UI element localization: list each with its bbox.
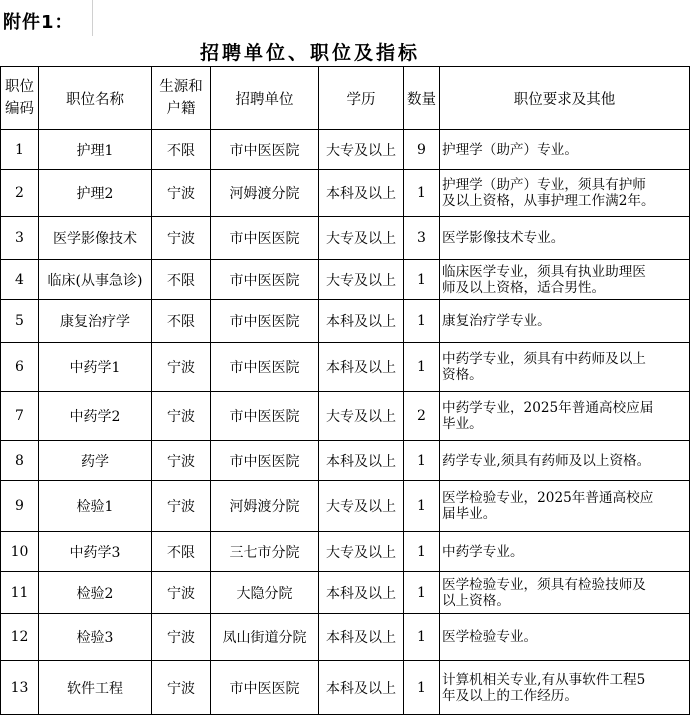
cell-education: 本科及以上 (319, 170, 404, 217)
cell-education: 大专及以上 (319, 392, 404, 441)
cell-origin: 宁波 (152, 661, 211, 715)
cell-count: 1 (404, 260, 440, 300)
cell-unit: 凤山街道分院 (211, 614, 319, 661)
requirement-line: 资格。 (442, 367, 483, 383)
header-education: 学历 (319, 67, 404, 130)
cell-count: 1 (404, 170, 440, 217)
table-header-row (1, 67, 690, 130)
cell-code: 3 (1, 217, 39, 260)
cell-requirements (440, 130, 690, 170)
cell-education: 本科及以上 (319, 661, 404, 715)
cell-unit: 河姆渡分院 (211, 481, 319, 532)
cell-code: 10 (1, 532, 39, 572)
requirement-line: 康复治疗学专业。 (442, 313, 551, 329)
cell-code: 5 (1, 300, 39, 343)
cell-name: 药学 (39, 441, 152, 481)
cell-origin: 宁波 (152, 481, 211, 532)
cell-code: 7 (1, 392, 39, 441)
header-code-line-2: 编码 (5, 101, 34, 117)
cell-name: 软件工程 (39, 661, 152, 715)
sheet-gridline (92, 0, 93, 36)
cell-code: 11 (1, 572, 39, 614)
header-origin-line-2: 户籍 (166, 101, 196, 117)
cell-unit: 市中医医院 (211, 130, 319, 170)
table-row (1, 343, 690, 392)
cell-education: 大专及以上 (319, 130, 404, 170)
cell-education: 大专及以上 (319, 260, 404, 300)
requirement-line: 护理学（助产）专业。 (442, 141, 578, 158)
header-name: 职位名称 (39, 67, 152, 130)
cell-code: 1 (1, 130, 39, 170)
cell-unit: 大隐分院 (211, 572, 319, 614)
cell-education: 本科及以上 (319, 441, 404, 481)
cell-code: 8 (1, 441, 39, 481)
cell-education: 本科及以上 (319, 614, 404, 661)
cell-requirements (440, 392, 690, 441)
cell-name: 检验1 (39, 481, 152, 532)
cell-requirements (440, 260, 690, 300)
cell-requirements (440, 300, 690, 343)
requirement-line: 届毕业。 (442, 506, 497, 522)
cell-education: 本科及以上 (319, 343, 404, 392)
table-row (1, 170, 690, 217)
cell-name: 检验2 (39, 572, 152, 614)
table-row (1, 441, 690, 481)
requirement-line: 临床医学专业，须具有执业助理医 (442, 263, 646, 280)
header-origin (152, 67, 211, 130)
cell-name: 康复治疗学 (39, 300, 152, 343)
cell-code: 4 (1, 260, 39, 300)
cell-unit: 市中医医院 (211, 441, 319, 481)
cell-code: 6 (1, 343, 39, 392)
cell-count: 3 (404, 217, 440, 260)
cell-education: 大专及以上 (319, 481, 404, 532)
cell-requirements (440, 343, 690, 392)
cell-requirements (440, 572, 690, 614)
requirement-line: 中药学专业，须具有中药师及以上 (442, 351, 646, 367)
cell-count: 1 (404, 572, 440, 614)
cell-education: 大专及以上 (319, 217, 404, 260)
page-title: 招聘单位、职位及指标 (199, 42, 420, 64)
cell-requirements (440, 481, 690, 532)
cell-name: 护理2 (39, 170, 152, 217)
cell-origin: 不限 (152, 532, 211, 572)
requirement-line: 年及以上的工作经历。 (442, 687, 578, 704)
requirement-line: 药学专业,须具有药师及以上资格。 (442, 452, 651, 469)
cell-count: 2 (404, 392, 440, 441)
header-requirements: 职位要求及其他 (440, 67, 690, 130)
requirement-line: 医学检验专业，2025年普通高校应 (442, 490, 654, 506)
table-row (1, 614, 690, 661)
cell-code: 12 (1, 614, 39, 661)
cell-origin: 宁波 (152, 614, 211, 661)
requirement-line: 计算机相关专业,有从事软件工程5 (442, 671, 646, 688)
requirement-line: 师及以上资格，适合男性。 (442, 279, 606, 296)
cell-count: 1 (404, 661, 440, 715)
table-row (1, 130, 690, 170)
cell-code: 13 (1, 661, 39, 715)
cell-origin: 宁波 (152, 170, 211, 217)
table-row (1, 532, 690, 572)
cell-count: 9 (404, 130, 440, 170)
cell-origin: 不限 (152, 260, 211, 300)
cell-unit: 市中医医院 (211, 392, 319, 441)
cell-unit: 市中医医院 (211, 661, 319, 715)
cell-origin: 宁波 (152, 392, 211, 441)
cell-requirements (440, 614, 690, 661)
table-row (1, 300, 690, 343)
cell-education: 本科及以上 (319, 300, 404, 343)
cell-requirements (440, 441, 690, 481)
cell-unit: 市中医医院 (211, 300, 319, 343)
table-row (1, 572, 690, 614)
table-row (1, 260, 690, 300)
header-count: 数量 (404, 67, 440, 130)
table-row (1, 661, 690, 715)
jobs-table (0, 66, 690, 715)
requirement-line: 以上资格。 (442, 592, 510, 609)
header-code (1, 67, 39, 130)
requirement-line: 医学影像技术专业。 (442, 230, 565, 246)
requirement-line: 及以上资格，从事护理工作满2年。 (442, 193, 655, 209)
requirement-line: 毕业。 (442, 416, 483, 432)
cell-unit: 市中医医院 (211, 217, 319, 260)
table-row (1, 217, 690, 260)
cell-count: 1 (404, 441, 440, 481)
cell-requirements (440, 532, 690, 572)
cell-origin: 宁波 (152, 217, 211, 260)
cell-origin: 不限 (152, 130, 211, 170)
cell-count: 1 (404, 532, 440, 572)
cell-name: 检验3 (39, 614, 152, 661)
table-row (1, 481, 690, 532)
cell-count: 1 (404, 343, 440, 392)
cell-count: 1 (404, 614, 440, 661)
cell-requirements (440, 217, 690, 260)
header-origin-line-1: 生源和 (159, 79, 203, 95)
cell-code: 2 (1, 170, 39, 217)
cell-count: 1 (404, 300, 440, 343)
cell-count: 1 (404, 481, 440, 532)
cell-origin: 不限 (152, 300, 211, 343)
cell-unit: 三七市分院 (211, 532, 319, 572)
cell-unit: 市中医医院 (211, 343, 319, 392)
cell-name: 中药学1 (39, 343, 152, 392)
cell-education: 本科及以上 (319, 572, 404, 614)
cell-code: 9 (1, 481, 39, 532)
cell-origin: 宁波 (152, 343, 211, 392)
cell-origin: 宁波 (152, 441, 211, 481)
cell-name: 医学影像技术 (39, 217, 152, 260)
requirement-line: 中药学专业。 (442, 543, 524, 560)
requirement-line: 护理学（助产）专业，须具有护师 (442, 177, 646, 193)
cell-unit: 市中医医院 (211, 260, 319, 300)
header-unit: 招聘单位 (211, 67, 319, 130)
requirement-line: 中药学专业，2025年普通高校应届 (442, 400, 654, 416)
requirement-line: 医学检验专业。 (442, 629, 538, 645)
table-row (1, 392, 690, 441)
cell-requirements (440, 170, 690, 217)
cell-name: 中药学3 (39, 532, 152, 572)
cell-unit: 河姆渡分院 (211, 170, 319, 217)
requirement-line: 医学检验专业，须具有检验技师及 (442, 576, 646, 593)
cell-name: 临床(从事急诊) (39, 260, 152, 300)
cell-education: 大专及以上 (319, 532, 404, 572)
cell-name: 护理1 (39, 130, 152, 170)
cell-origin: 宁波 (152, 572, 211, 614)
cell-name: 中药学2 (39, 392, 152, 441)
header-code-line-1: 职位 (5, 79, 34, 95)
attachment-label: 附件1： (3, 12, 74, 33)
cell-requirements (440, 661, 690, 715)
